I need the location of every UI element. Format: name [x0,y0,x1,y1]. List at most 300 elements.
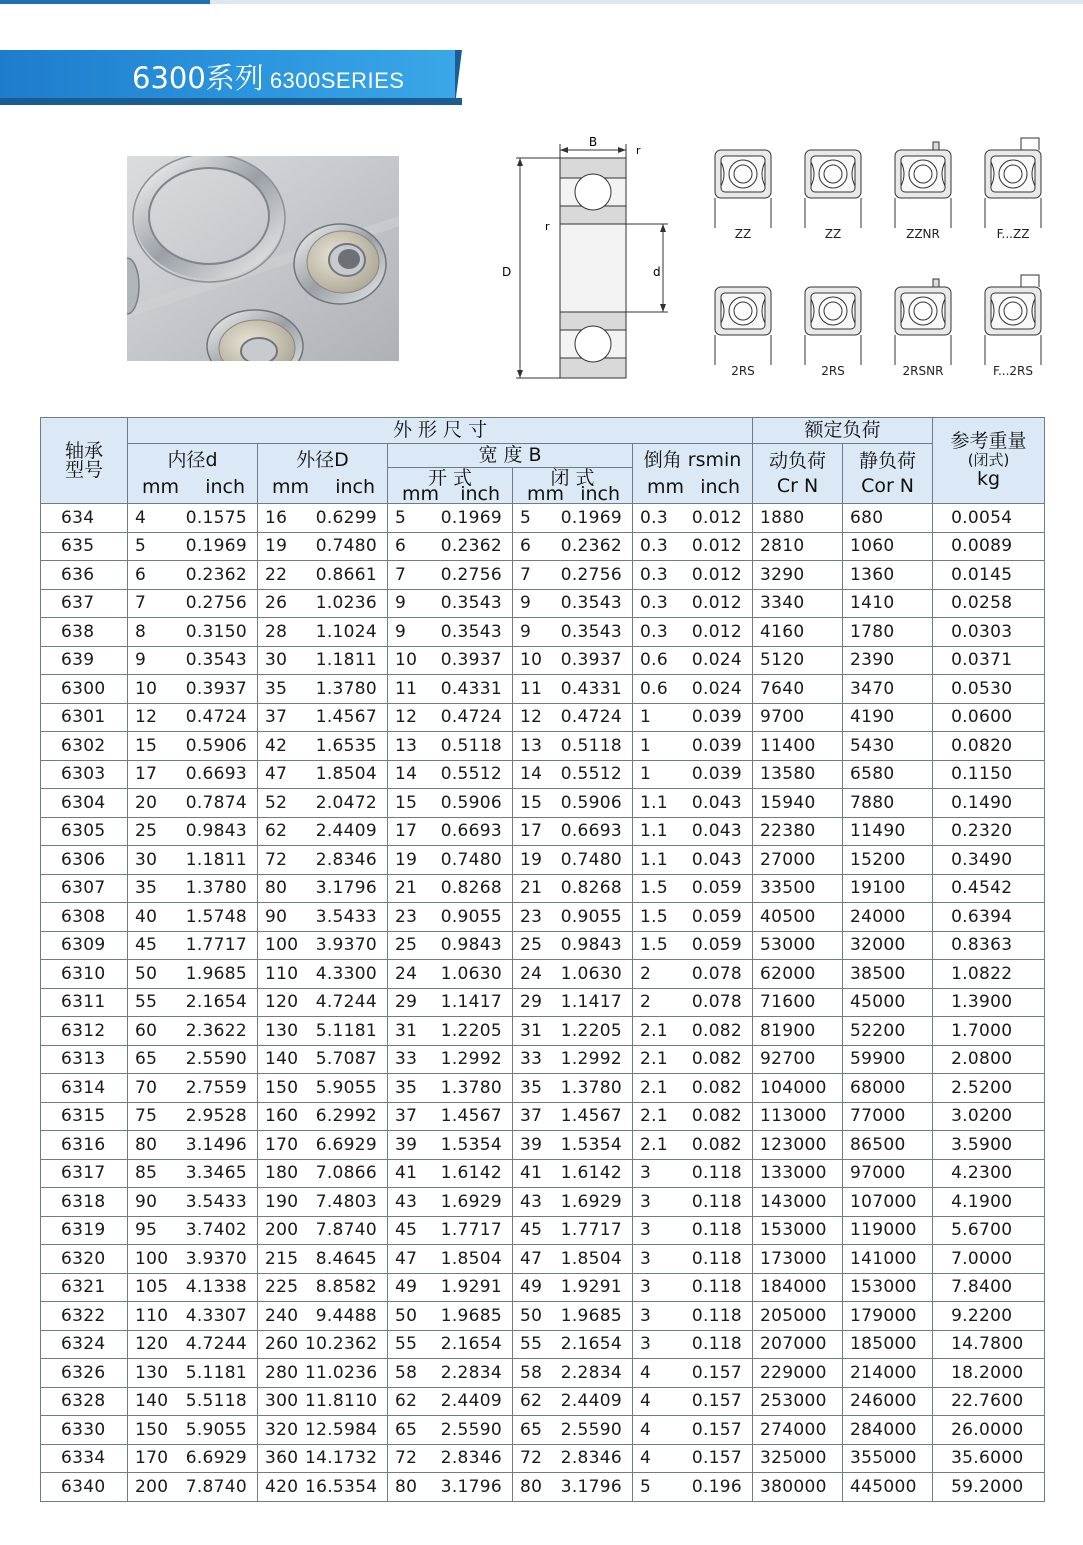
table-row [41,589,1045,618]
cell-width-closed [513,846,633,875]
cell-weight: 1.3900 [933,988,1045,1017]
table-row [41,646,1045,675]
cell-static-load: 4190 [843,703,933,732]
cell-width-open-inch: 0.9843 [440,935,502,956]
cell-dynamic-load: 5120 [753,646,843,675]
cell-model: 6324 [41,1330,128,1359]
cell-outer-diameter [258,1444,388,1473]
cell-inner-diameter-mm: 140 [135,1391,169,1412]
series-banner [0,50,462,104]
cell-chamfer-inch: 0.039 [691,735,743,756]
cell-width-open-inch: 0.6693 [440,821,502,842]
cell-width-open-mm: 43 [395,1191,418,1212]
cell-width-open-inch: 1.4567 [440,1106,502,1127]
cell-inner-diameter [128,1359,258,1388]
cell-inner-diameter-inch: 1.5748 [185,906,247,927]
cell-chamfer-mm: 0.3 [640,536,668,557]
cell-width-closed-mm: 9 [520,593,532,614]
cell-model: 634 [41,504,128,533]
cell-width-closed-mm: 62 [520,1391,543,1412]
cell-outer-diameter-inch: 4.7244 [315,992,377,1013]
cell-weight: 5.6700 [933,1216,1045,1245]
cell-chamfer-mm: 2.1 [640,1134,668,1155]
cell-outer-diameter-inch: 1.6535 [315,735,377,756]
cell-chamfer-mm: 1.1 [640,792,668,813]
cell-chamfer-mm: 4 [640,1362,652,1383]
cell-outer-diameter-inch: 16.5354 [305,1476,378,1497]
cell-width-closed-mm: 5 [520,507,532,528]
cell-chamfer-mm: 4 [640,1391,652,1412]
cell-chamfer [633,675,753,704]
cell-width-open-mm: 35 [395,1077,418,1098]
cell-inner-diameter [128,817,258,846]
cell-outer-diameter-inch: 11.8110 [305,1391,378,1412]
cell-weight: 0.0371 [933,646,1045,675]
cell-chamfer [633,1444,753,1473]
cell-chamfer-mm: 1.5 [640,906,668,927]
cell-inner-diameter-mm: 4 [135,507,147,528]
cell-width-closed-mm: 17 [520,821,543,842]
cell-dynamic-load: 253000 [753,1387,843,1416]
cell-chamfer-mm: 3 [640,1191,652,1212]
table-row [41,789,1045,818]
table-row [41,874,1045,903]
cell-width-closed [513,1017,633,1046]
cell-inner-diameter [128,1245,258,1274]
cell-outer-diameter-inch: 8.8582 [315,1277,377,1298]
cell-inner-diameter [128,504,258,533]
cell-width-closed [513,1416,633,1445]
cell-width-closed-inch: 1.2992 [560,1049,622,1070]
cell-width-closed-mm: 12 [520,707,543,728]
table-row [41,1387,1045,1416]
cell-chamfer-mm: 0.3 [640,621,668,642]
cell-inner-diameter-mm: 95 [135,1220,158,1241]
cell-width-closed [513,1216,633,1245]
cell-width-closed-inch: 0.5512 [560,764,622,785]
cell-outer-diameter [258,817,388,846]
cell-inner-diameter-mm: 45 [135,935,158,956]
cell-width-open-inch: 0.3543 [440,593,502,614]
cell-chamfer-inch: 0.082 [691,1077,743,1098]
cell-chamfer-mm: 4 [640,1448,652,1469]
cell-model: 6321 [41,1273,128,1302]
cell-width-open-inch: 0.4724 [440,707,502,728]
cell-outer-diameter-inch: 7.8740 [315,1220,377,1241]
cell-width-closed-mm: 37 [520,1106,543,1127]
cell-width-closed-inch: 0.2756 [560,564,622,585]
cell-width-open-inch: 0.4331 [440,678,502,699]
cell-width-closed-inch: 0.8268 [560,878,622,899]
cell-inner-diameter-inch: 2.3622 [185,1020,247,1041]
cell-chamfer [633,789,753,818]
cell-outer-diameter-mm: 100 [265,935,299,956]
cell-static-load: 153000 [843,1273,933,1302]
cell-width-closed-mm: 50 [520,1305,543,1326]
table-row [41,1473,1045,1502]
cell-width-open [388,1302,513,1331]
banner-tip [455,50,462,105]
cell-static-load: 1780 [843,618,933,647]
cell-width-open [388,1359,513,1388]
seal-variant-label: ZZ [734,227,752,241]
cell-width-closed [513,561,633,590]
cell-width-closed-inch: 0.3543 [560,593,622,614]
cell-width-closed [513,675,633,704]
cell-chamfer-inch: 0.024 [691,678,743,699]
cell-inner-diameter-inch: 0.2362 [185,564,247,585]
cell-width-open [388,1131,513,1160]
cell-dynamic-load: 27000 [753,846,843,875]
cell-width-closed [513,1273,633,1302]
cell-outer-diameter [258,1102,388,1131]
cell-width-closed-inch: 0.5118 [560,735,622,756]
cell-chamfer [633,1045,753,1074]
seal-variant-icon [715,150,771,228]
cell-width-open-inch: 1.9685 [440,1305,502,1326]
cell-width-closed-inch: 0.9843 [560,935,622,956]
cell-width-closed [513,988,633,1017]
cell-width-open-inch: 3.1796 [440,1476,502,1497]
cell-width-closed-inch: 0.4724 [560,707,622,728]
header-rated-load: 额定负荷 [753,418,933,444]
cell-width-closed-inch: 0.1969 [560,507,622,528]
cell-inner-diameter [128,931,258,960]
cell-width-closed-mm: 45 [520,1220,543,1241]
bearing-photo [127,156,399,361]
top-accent-line [0,0,1083,4]
cell-width-open-inch: 0.3937 [440,650,502,671]
cell-inner-diameter [128,846,258,875]
cell-weight: 0.0089 [933,532,1045,561]
cell-width-open-mm: 17 [395,821,418,842]
cell-width-open [388,561,513,590]
cell-width-closed-mm: 80 [520,1476,543,1497]
seal-variant-icon [985,275,1041,365]
cell-outer-diameter-mm: 130 [265,1020,299,1041]
cell-inner-diameter-mm: 130 [135,1362,169,1383]
cell-width-closed-inch: 1.0630 [560,963,622,984]
cell-static-load: 284000 [843,1416,933,1445]
cell-inner-diameter-mm: 40 [135,906,158,927]
cell-width-closed-inch: 1.2205 [560,1020,622,1041]
cell-outer-diameter [258,1273,388,1302]
cell-outer-diameter-inch: 8.4645 [315,1248,377,1269]
header-chamfer [633,444,753,504]
cell-inner-diameter [128,1444,258,1473]
cell-width-open [388,589,513,618]
cell-weight: 0.8363 [933,931,1045,960]
table-row [41,675,1045,704]
cell-chamfer-inch: 0.012 [691,564,743,585]
cell-dynamic-load: 11400 [753,732,843,761]
header-inner-diameter [128,444,258,504]
cell-chamfer-inch: 0.082 [691,1020,743,1041]
cell-outer-diameter [258,931,388,960]
cell-width-open-inch: 0.7480 [440,849,502,870]
cell-width-open-inch: 0.3543 [440,621,502,642]
cell-chamfer-mm: 5 [640,1476,652,1497]
header-width: 宽 度 B [388,444,633,468]
cell-outer-diameter-mm: 47 [265,764,288,785]
cell-weight: 0.0530 [933,675,1045,704]
diagram-label-r-top: r [636,144,641,157]
cell-inner-diameter [128,1131,258,1160]
cell-chamfer [633,1359,753,1388]
cell-dynamic-load: 3340 [753,589,843,618]
cell-width-open [388,903,513,932]
cell-static-load: 5430 [843,732,933,761]
cell-dynamic-load: 184000 [753,1273,843,1302]
seal-variant-icon [985,138,1041,228]
header-outer-diameter [258,444,388,504]
header-weight-title: 参考重量 [950,430,1027,452]
cell-chamfer-inch: 0.012 [691,507,743,528]
cell-chamfer-mm: 2.1 [640,1077,668,1098]
cell-chamfer-inch: 0.012 [691,593,743,614]
cell-chamfer-inch: 0.118 [691,1220,743,1241]
cell-width-open-inch: 1.2205 [440,1020,502,1041]
cell-outer-diameter [258,1416,388,1445]
cell-width-open-inch: 2.2834 [440,1362,502,1383]
cell-outer-diameter-inch: 1.3780 [315,678,377,699]
cell-outer-diameter-inch: 2.4409 [315,821,377,842]
cell-weight: 0.0145 [933,561,1045,590]
cell-chamfer [633,903,753,932]
cell-dynamic-load: 7640 [753,675,843,704]
cell-inner-diameter-mm: 25 [135,821,158,842]
seal-variant-icon [715,287,771,365]
cell-model: 6300 [41,675,128,704]
cell-outer-diameter [258,1387,388,1416]
cell-model: 636 [41,561,128,590]
cell-chamfer-mm: 1 [640,764,652,785]
cell-outer-diameter-mm: 420 [265,1476,299,1497]
cell-outer-diameter-mm: 16 [265,507,288,528]
cell-inner-diameter [128,1045,258,1074]
table-row [41,1444,1045,1473]
cell-inner-diameter-mm: 8 [135,621,147,642]
cell-outer-diameter [258,960,388,989]
cell-width-open-inch: 2.1654 [440,1334,502,1355]
cell-width-open-inch: 1.9291 [440,1277,502,1298]
cell-width-open-inch: 1.6142 [440,1163,502,1184]
cell-chamfer [633,931,753,960]
cell-width-closed-mm: 55 [520,1334,543,1355]
cell-outer-diameter-mm: 225 [265,1277,299,1298]
table-row [41,1188,1045,1217]
cell-width-closed-inch: 0.5906 [560,792,622,813]
cell-chamfer [633,1416,753,1445]
cell-chamfer-mm: 3 [640,1277,652,1298]
cell-chamfer-inch: 0.157 [691,1362,743,1383]
cell-inner-diameter-inch: 4.3307 [185,1305,247,1326]
cell-dynamic-load: 15940 [753,789,843,818]
cell-width-open [388,1159,513,1188]
cell-inner-diameter-inch: 3.7402 [185,1220,247,1241]
cell-weight: 22.7600 [933,1387,1045,1416]
cell-width-closed-mm: 65 [520,1419,543,1440]
cell-width-closed [513,732,633,761]
cell-static-load: 119000 [843,1216,933,1245]
cell-width-open-inch: 2.4409 [440,1391,502,1412]
cell-model: 6303 [41,760,128,789]
cell-width-closed-mm: 13 [520,735,543,756]
cell-inner-diameter-inch: 0.3937 [185,678,247,699]
seal-variant-label: F...ZZ [996,227,1030,241]
cell-weight: 0.0258 [933,589,1045,618]
cell-width-open [388,760,513,789]
cell-width-closed [513,703,633,732]
table-row [41,703,1045,732]
cell-width-closed [513,646,633,675]
cell-outer-diameter [258,1131,388,1160]
table-row [41,760,1045,789]
cell-width-open [388,874,513,903]
cell-static-load: 7880 [843,789,933,818]
cell-chamfer-mm: 0.6 [640,678,668,699]
cell-model: 6316 [41,1131,128,1160]
cell-chamfer-mm: 1.1 [640,849,668,870]
cell-model: 6313 [41,1045,128,1074]
cell-chamfer [633,1273,753,1302]
cell-width-closed [513,1359,633,1388]
cell-outer-diameter-inch: 1.8504 [315,764,377,785]
cell-inner-diameter-mm: 30 [135,849,158,870]
cell-static-load: 107000 [843,1188,933,1217]
cell-width-open [388,931,513,960]
cell-width-closed [513,1302,633,1331]
cell-inner-diameter-inch: 0.1575 [185,507,247,528]
cell-width-open-mm: 45 [395,1220,418,1241]
cell-width-open-inch: 2.8346 [440,1448,502,1469]
cell-chamfer-mm: 3 [640,1334,652,1355]
cell-chamfer-inch: 0.118 [691,1277,743,1298]
header-static-unit: Cor N [861,474,915,497]
banner-title-cn: 6300系列 [132,61,264,95]
cell-outer-diameter-inch: 10.2362 [305,1334,378,1355]
diagram-label-B: B [588,135,598,149]
diagram-label-d: d [653,265,661,279]
cell-chamfer-mm: 3 [640,1163,652,1184]
cell-width-open [388,1330,513,1359]
cell-chamfer-inch: 0.039 [691,707,743,728]
cell-outer-diameter [258,646,388,675]
cell-width-open [388,1017,513,1046]
cell-inner-diameter-inch: 2.5590 [185,1049,247,1070]
header-model [41,418,128,504]
cell-outer-diameter [258,760,388,789]
cell-dynamic-load: 380000 [753,1473,843,1502]
cell-width-open-mm: 14 [395,764,418,785]
cell-width-open [388,532,513,561]
cell-inner-diameter-inch: 0.4724 [185,707,247,728]
table-row [41,1273,1045,1302]
cell-outer-diameter-inch: 5.9055 [315,1077,377,1098]
cell-inner-diameter-inch: 0.6693 [185,764,247,785]
cell-model: 6309 [41,931,128,960]
cell-weight: 0.4542 [933,874,1045,903]
cell-width-open-mm: 25 [395,935,418,956]
cell-chamfer-mm: 3 [640,1220,652,1241]
cell-width-closed [513,931,633,960]
header-outer-mm: mm [272,475,310,498]
cell-inner-diameter-inch: 1.9685 [185,963,247,984]
cell-weight: 14.7800 [933,1330,1045,1359]
cell-outer-diameter-mm: 19 [265,536,288,557]
cell-inner-diameter-mm: 55 [135,992,158,1013]
cell-outer-diameter-mm: 72 [265,849,288,870]
cell-width-closed-inch: 3.1796 [560,1476,622,1497]
cell-outer-diameter-mm: 120 [265,992,299,1013]
cell-width-open-inch: 1.6929 [440,1191,502,1212]
cell-inner-diameter-mm: 9 [135,650,147,671]
cell-inner-diameter [128,1473,258,1502]
cell-dynamic-load: 104000 [753,1074,843,1103]
cell-outer-diameter-mm: 62 [265,821,288,842]
cell-outer-diameter [258,988,388,1017]
cell-inner-diameter-inch: 3.5433 [185,1191,247,1212]
table-row [41,1045,1045,1074]
cell-static-load: 445000 [843,1473,933,1502]
cell-inner-diameter-mm: 170 [135,1448,169,1469]
seal-variant-label: 2RS [731,364,755,378]
cell-width-closed-mm: 19 [520,849,543,870]
cell-width-open [388,817,513,846]
cell-width-closed [513,1045,633,1074]
cell-weight: 2.5200 [933,1074,1045,1103]
cell-inner-diameter-inch: 3.9370 [185,1248,247,1269]
cell-width-closed-inch: 2.2834 [560,1362,622,1383]
cell-chamfer-inch: 0.157 [691,1448,743,1469]
cell-dynamic-load: 81900 [753,1017,843,1046]
cell-outer-diameter-mm: 190 [265,1191,299,1212]
table-row [41,1416,1045,1445]
cell-width-closed [513,960,633,989]
cell-outer-diameter-inch: 2.8346 [315,849,377,870]
cell-model: 6330 [41,1416,128,1445]
cell-inner-diameter-mm: 105 [135,1277,169,1298]
cell-model: 638 [41,618,128,647]
cell-width-open-mm: 7 [395,564,407,585]
cell-chamfer-inch: 0.024 [691,650,743,671]
cell-width-open-inch: 1.3780 [440,1077,502,1098]
cell-width-closed [513,1330,633,1359]
cell-width-closed-mm: 31 [520,1020,543,1041]
cell-chamfer-mm: 2.1 [640,1106,668,1127]
cell-inner-diameter-mm: 70 [135,1077,158,1098]
cell-weight: 9.2200 [933,1302,1045,1331]
cell-model: 6340 [41,1473,128,1502]
cell-outer-diameter [258,561,388,590]
header-model-line2: 型号 [64,458,103,481]
cell-width-closed-inch: 1.6142 [560,1163,622,1184]
cell-width-open [388,988,513,1017]
cell-width-closed-inch: 1.5354 [560,1134,622,1155]
cell-chamfer-inch: 0.196 [691,1476,743,1497]
header-inner-label: 内径d [167,448,218,471]
cell-width-closed-mm: 6 [520,536,532,557]
cell-inner-diameter-mm: 110 [135,1305,169,1326]
cell-width-open [388,703,513,732]
cell-width-open [388,960,513,989]
cell-weight: 1.0822 [933,960,1045,989]
table-row [41,1302,1045,1331]
table-row [41,1102,1045,1131]
cell-chamfer [633,1330,753,1359]
cell-dynamic-load: 71600 [753,988,843,1017]
cell-outer-diameter-mm: 180 [265,1163,299,1184]
